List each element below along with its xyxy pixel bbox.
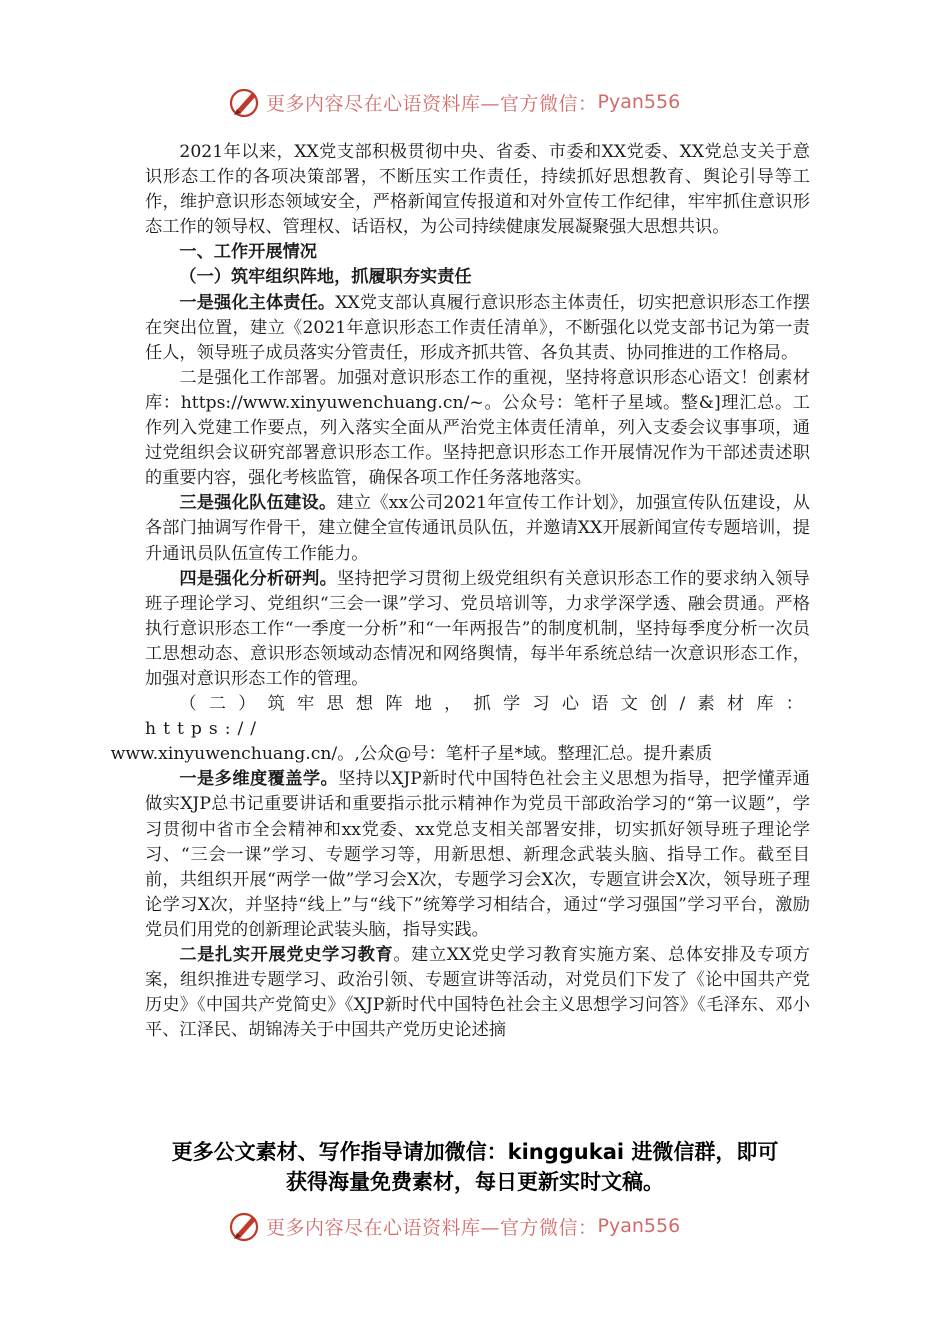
paragraph-lead: 一是多维度覆盖学。 xyxy=(179,769,339,790)
banner-handle: Pyan556 xyxy=(597,91,681,113)
paragraph-text: 坚持以XJP新时代中国特色社会主义思想为指导，把学懂弄通做实XJP总书记重要讲话和重要指示批示精神作为党员干部政治学习的“第一议题”，学习贯彻中省市全会精神和xx党委、xx党总支相关部署安排，切实抓好领导班子理论学习、“三会一课”学习、专题学习等，用新思想、新理念武装头脑、指导工作。截至目前，共组织开展“两学一做”学习会X次，专题学习会X次，专题宣讲会X次，领导班子理论学习X次，并坚持“线上”与“线下”统筹学习相结合，通过“学习强国”学习平台，激励党员们用党的创新理论武装头脑，指导实践。 xyxy=(145,769,810,940)
header-banner xyxy=(0,82,950,122)
paragraph: 2021年以来，XX党支部积极贯彻中央、省委、市委和XX党委、XX党总支关于意识形态工作的各项决策部署，不断压实工作责任，持续抓好思想教育、舆论引导等工作，维护意识形态领域安全，严格新闻宣传报道和对外宣传工作纪律，牢牢抓住意识形态工作的领导权、管理权、话语权，为公司持续健康发展凝聚强大思想共识。 xyxy=(145,142,810,238)
paragraph-text: XX党支部认真履行意识形态主体责任，切实把意识形态工作摆在突出位置，建立《2021年意识形态工作责任清单》，不断强化以党支部书记为第一责任人，领导班子成员落实分管责任，形成齐抓共管、各负其责、协同推进的工作格局。 xyxy=(145,292,810,363)
paragraph-text: 坚持把学习贯彻上级党组织有关意识形态工作的要求纳入领导班子理论学习、党组织“三会一课”学习、党员培训等，力求学深学透、融会贯通。严格执行意识形态工作“一季度一分析”和“一年两报告”的制度机制，坚持每季度分析一次员工思想动态、意识形态领域动态情况和网络舆情，每半年系统总结一次意识形态工作，加强对意识形态工作的管理。 xyxy=(145,568,810,689)
banner-handle: Pyan556 xyxy=(597,1215,681,1237)
footer-banner xyxy=(0,1206,950,1246)
paragraph-lead: 四是强化分析研判。 xyxy=(179,568,338,589)
promo-line-2: 获得海量免费素材，每日更新实时文稿。 xyxy=(286,1170,664,1194)
promo-line-1: 更多公文素材、写作指导请加微信：kinggukai 进微信群，即可 xyxy=(171,1140,779,1164)
pen-logo-icon xyxy=(228,85,262,119)
paragraph-lead: 三是强化队伍建设。 xyxy=(179,493,337,514)
section-heading: 一、工作开展情况 xyxy=(179,242,317,263)
subsection-heading-line1: （二）筑牢思想阵地，抓学习心语文创/素材库：https:// xyxy=(145,694,810,740)
promo-notice xyxy=(0,1137,950,1197)
subsection-heading-line2: www.xinyuwenchuang.cn/。,公众@号：笔杆子星*域。整理汇总。提升素质 xyxy=(110,744,713,765)
paragraph-text: 建立《xx公司2021年宣传工作计划》，加强宣传队伍建设，从各部门抽调写作骨干，建立健全宣传通讯员队伍，并邀请XX开展新闻宣传专题培训，提升通讯员队伍宣传工作能力。 xyxy=(145,493,810,564)
paragraph-text: 。建立XX党史学习教育实施方案、总体安排及专项方案，组织推进专题学习、政治引领、专题宣讲等活动，对党员们下发了《论中国共产党历史》《中国共产党简史》《XJP新时代中国特色社会主义思想学习问答》《毛泽东、邓小平、江泽民、胡锦涛关于中国共产党历史论述摘 xyxy=(145,945,810,1041)
pen-logo-icon xyxy=(228,1209,262,1243)
paragraph xyxy=(145,943,810,1043)
paragraph-lead: 一是强化主体责任。 xyxy=(179,292,336,313)
banner-text: 更多内容尽在心语资料库—官方微信： xyxy=(266,1216,598,1239)
banner-text: 更多内容尽在心语资料库—官方微信： xyxy=(266,92,598,115)
paragraph xyxy=(145,491,810,566)
paragraph: 二是强化工作部署。加强对意识形态工作的重视，坚持将意识形态心语文！创素材库：https://www.xinyuwenchuang.cn/~。公众号：笔杆子星域。整&]理汇总。工作列入党建工作要点，列入落实全面从严治党主体责任清单，列入支委会议事事项，通过党组织会议研究部署意识形态工作。坚持把意识形态工作开展情况作为干部述责述职的重要内容，强化考核监管，确保各项工作任务落地落实。 xyxy=(145,367,810,489)
paragraph xyxy=(145,767,810,943)
paragraph xyxy=(145,567,810,692)
paragraph-lead: 二是扎实开展党史学习教育 xyxy=(179,945,394,965)
subsection-heading: （一）筑牢组织阵地，抓履职夯实责任 xyxy=(179,267,472,288)
subsection-heading xyxy=(110,692,810,767)
document-body xyxy=(110,140,810,1043)
paragraph xyxy=(145,291,810,366)
